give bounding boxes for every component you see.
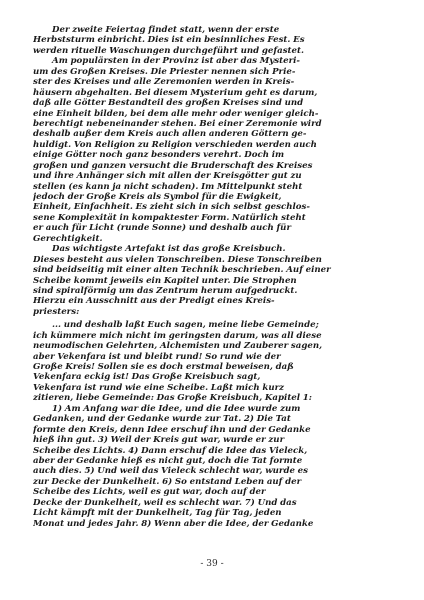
text-line: häusern abgehalten. Bei diesem Mysterium geht es darum,: [33, 87, 318, 98]
text-line: Herbststurm einbricht. Dies ist ein besinnliches Fest. Es: [33, 35, 305, 46]
text-line: Dieses besteht aus vielen Tonschreiben. Diese Tonschreiben: [33, 254, 322, 265]
text-line: formte den Kreis, denn Idee erschuf ihn und der Gedanke: [33, 424, 311, 435]
text-line: daß alle Götter Bestandteil des großen Kreises sind und: [33, 98, 304, 109]
text-line: zur Decke der Dunkelheit. 6) So entstand Leben auf der: [33, 476, 302, 487]
text-line: aber Vekenfara ist und bleibt rund! So rund wie der: [33, 351, 281, 362]
text-line: Monat und jedes Jahr. 8) Wenn aber die Idee, der Gedanke: [33, 518, 314, 529]
text-line: berechtigt nebeneinander stehen. Bei einer Zeremonie wird: [33, 118, 322, 129]
text-line: aber der Gedanke hieß es nicht gut, doch die Tat formte: [33, 455, 303, 466]
text-line: ster des Kreises und alle Zeremonien werden in Kreis-: [33, 77, 295, 88]
text-line: jedoch der Große Kreis als Symbol für die Ewigkeit,: [33, 192, 282, 202]
text-line: Scheibe des Lichts. 4) Dann erschuf die Idee das Vieleck,: [33, 445, 308, 456]
text-line: sind spiralförmig um das Zentrum herum aufgedruckt.: [33, 285, 298, 296]
text-line: Das wichtigste Artefakt ist das große Kreisbuch.: [52, 244, 286, 255]
text-line: Vekenfara ist rund wie eine Scheibe. Laßt mich kurz: [33, 382, 285, 393]
text-line: hieß ihn gut. 3) Weil der Kreis gut war, wurde er zur: [33, 435, 285, 446]
text-line: zitieren, liebe Gemeinde: Das Große Kreisbuch, Kapitel 1:: [33, 393, 312, 404]
text-line: sind beidseitig mit einer alten Technik beschrieben. Auf einer: [33, 265, 331, 276]
text-line: Hierzu ein Ausschnitt aus der Predigt eines Kreis-: [33, 296, 275, 307]
text-line: Einheit, Einfachheit. Es zieht sich in sich selbst geschlos-: [33, 202, 310, 213]
text-line: großen und ganzen versucht die Bruderschaft des Kreises: [33, 160, 313, 171]
text-line: Gerechtigkeit.: [33, 233, 103, 244]
text-line: Licht kämpft mit der Dunkelheit, Tag für Tag, jeden: [33, 508, 282, 519]
text-line: huldigt. Von Religion zu Religion verschieden werden auch: [33, 139, 317, 150]
text-line: ... und deshalb laßt Euch sagen, meine liebe Gemeinde;: [52, 320, 319, 331]
text-line: eine Einheit bilden, bei dem alle mehr oder weniger gleich-: [33, 108, 319, 119]
text-line: und ihre Anhänger sich mit allen der Kreisgötter gut zu: [33, 171, 302, 182]
text-line: neumodischen Gelehrten, Alchemisten und Zauberer sagen,: [33, 341, 323, 352]
text-line: Vekenfara eckig ist! Das Große Kreisbuch sagt,: [33, 372, 261, 383]
text-line: deshalb außer dem Kreis auch allen anderen Göttern ge-: [33, 129, 307, 140]
text-line: werden rituelle Waschungen durchgeführt und gefastet.: [33, 45, 305, 56]
text-line: priesters:: [33, 306, 80, 317]
text-line: Scheibe kommt jeweils ein Kapitel unter. Die Strophen: [33, 275, 297, 286]
text-line: Gedanken, und der Gedanke wurde zur Tat. 2) Die Tat: [33, 414, 291, 425]
page-number: - 39 -: [200, 559, 224, 569]
text-line: sene Komplexität in kompaktester Form. Natürlich steht: [33, 212, 306, 223]
text-line: Scheibe des Lichts, weil es gut war, doch auf der: [33, 487, 266, 498]
text-line: ich kümmere mich nicht im geringsten darum, was all diese: [33, 330, 322, 341]
text-line: auch dies. 5) Und weil das Vieleck schlecht war, wurde es: [33, 466, 309, 477]
text-line: um des Großen Kreises. Die Priester nennen sich Prie-: [33, 66, 296, 77]
text-line: 1) Am Anfang war die Idee, und die Idee wurde zum: [52, 403, 301, 414]
text-line: Große Kreis! Sollen sie es doch erstmal beweisen, daß: [33, 362, 294, 372]
text-line: Am populärsten in der Provinz ist aber das Mysteri-: [52, 56, 301, 67]
text-line: Decke der Dunkelheit, weil es schlecht war. 7) Und das: [33, 497, 297, 508]
text-line: er auch für Licht (runde Sonne) und deshalb auch für: [33, 223, 292, 234]
body-text: [33, 25, 413, 529]
text-line: Der zweite Feiertag findet statt, wenn der erste: [52, 25, 280, 35]
text-line: stellen (es kann ja nicht schaden). Im Mittelpunkt steht: [33, 181, 303, 192]
text-line: einige Götter noch ganz besonders verehrt. Doch im: [33, 150, 285, 161]
